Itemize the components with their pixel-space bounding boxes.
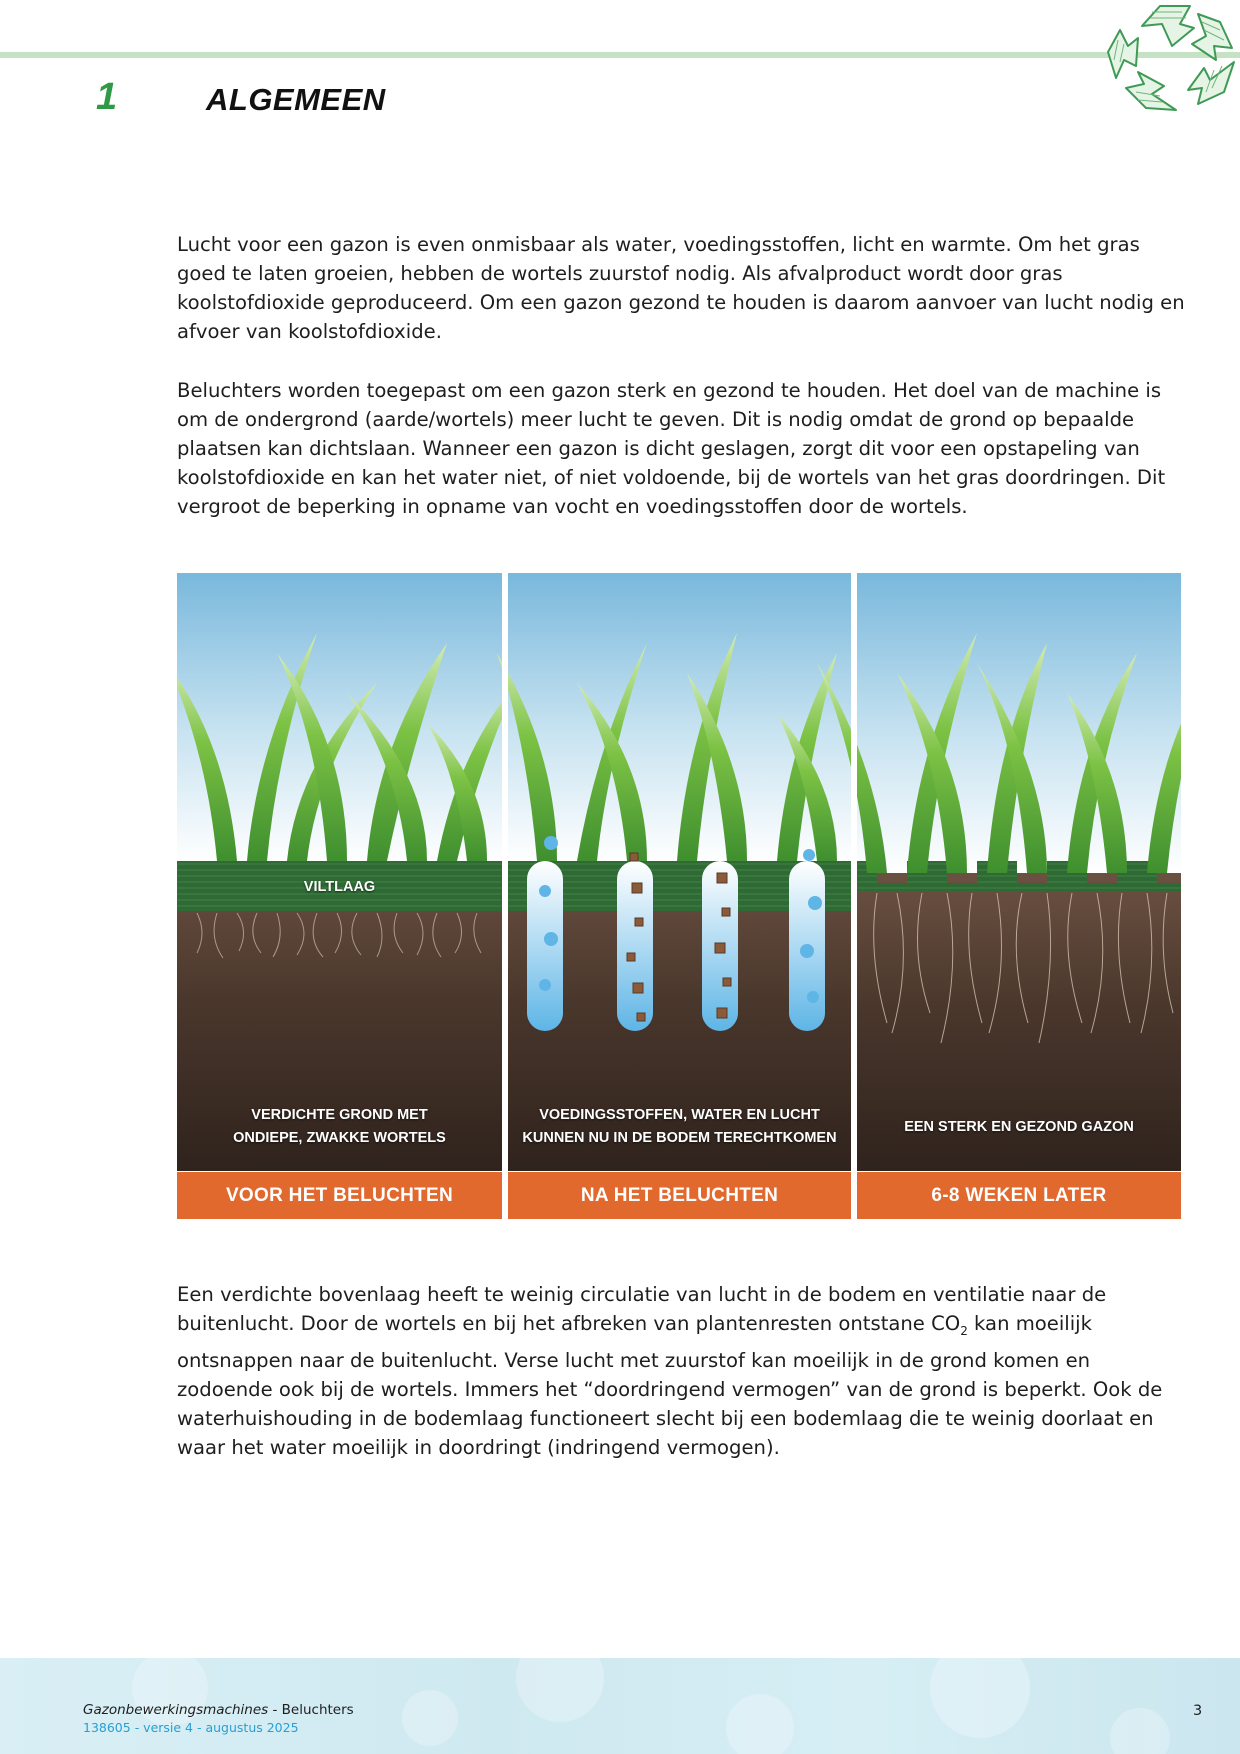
- footer-title: [83, 1702, 354, 1718]
- footer-title-italic: Gazonbewerkingsmachines: [83, 1702, 269, 1718]
- intro-paragraph: Lucht voor een gazon is even onmisbaar als water, voedingsstoffen, licht en warmte. Om het gras goed te laten groeien, hebben de wortels zuurstof nodig. Als afvalproduct wordt door gras koolstofdioxide geproduceerd. Om een gazon gezond te houden is daarom aanvoer van lucht nodig en afvoer van koolstofdioxide.: [177, 233, 1185, 343]
- panel-before-caption-line1: VERDICHTE GROND MET: [251, 1107, 428, 1123]
- panel-before-caption: [177, 1104, 502, 1150]
- compaction-paragraph-part1: Een verdichte bovenlaag heeft te weinig circulatie van lucht in de bodem en ventilatie naar de buitenlucht. Door de wortels en bij het afbreken van plantenresten ontstane CO: [177, 1283, 1107, 1335]
- panel-after: [497, 573, 851, 1171]
- panel-later-caption: [857, 1116, 1181, 1139]
- co2-subscript: 2: [960, 1323, 968, 1338]
- footer-version: 138605 - versie 4 - augustus 2025: [83, 1720, 299, 1735]
- panel-later: [817, 573, 1181, 1171]
- panel-after-caption: [508, 1104, 851, 1150]
- panel-after-caption-line1: VOEDINGSSTOFFEN, WATER EN LUCHT: [539, 1107, 820, 1123]
- recycle-icon: [1102, 0, 1240, 118]
- compaction-paragraph-part2: kan moeilijk ontsnappen naar de buitenlucht. Verse lucht met zuurstof kan moeilijk in de grond komen en zodoende ook bij de wortels. Immers het “doordringend vermogen” van de grond is beperkt. Ook de waterhuishouding in de bodemlaag functioneert slecht bij een bodemlaag die te weinig doorlaat en waar het water moeilijk in doordringt (indringend vermogen).: [177, 1312, 1163, 1459]
- panel-later-caption-line1: EEN STERK EN GEZOND GAZON: [904, 1119, 1134, 1135]
- chapter-title: ALGEMEEN: [206, 82, 386, 117]
- compaction-paragraph: [177, 1280, 1187, 1462]
- aerator-paragraph: Beluchters worden toegepast om een gazon sterk en gezond te houden. Het doel van de machine is om de ondergrond (aarde/wortels) meer lucht te geven. Dit is nodig omdat de grond op bepaalde plaatsen kan dichtslaan. Wanneer een gazon is dicht geslagen, zorgt dit voor een opstapeling van koolstofdioxide en kan het water niet, of niet voldoende, bij de wortels van het gras doordringen. Dit vergroot de beperking in opname van vocht en voedingsstoffen door de wortels.: [177, 379, 1166, 518]
- chapter-number: 1: [96, 76, 118, 118]
- page-number: 3: [1193, 1703, 1203, 1719]
- header-rule: [0, 52, 1240, 58]
- panel-before-label: VOOR HET BELUCHTEN: [225, 1185, 454, 1206]
- felt-layer-label: VILTLAAG: [303, 879, 376, 895]
- footer-title-rest: - Beluchters: [268, 1702, 354, 1718]
- panel-later-label: 6-8 WEKEN LATER: [931, 1185, 1107, 1206]
- panel-after-caption-line2: KUNNEN NU IN DE BODEM TERECHTKOMEN: [522, 1130, 837, 1146]
- panel-before-caption-line2: ONDIEPE, ZWAKKE WORTELS: [233, 1130, 446, 1146]
- panel-before: [177, 573, 517, 1171]
- panel-after-label: NA HET BELUCHTEN: [580, 1185, 779, 1206]
